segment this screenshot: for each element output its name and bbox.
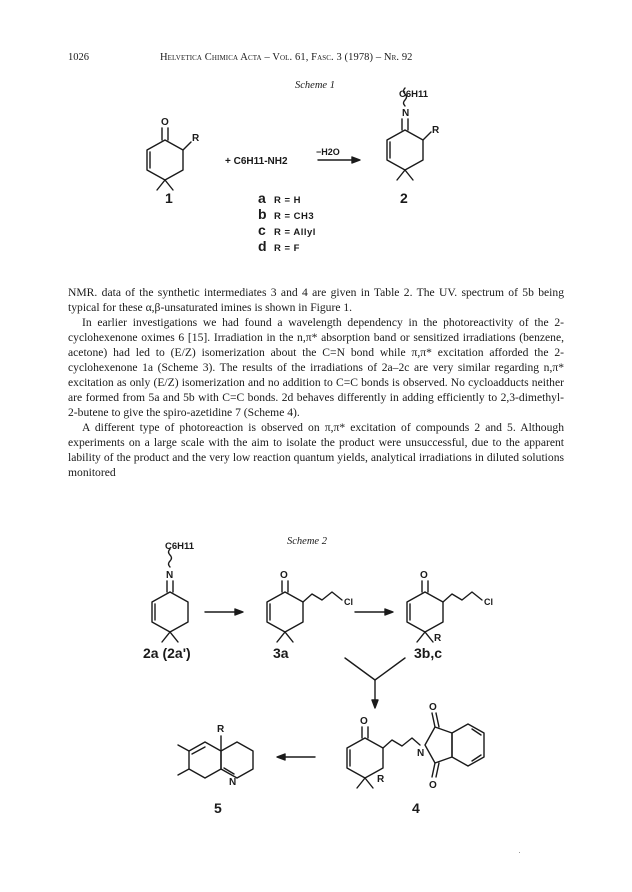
paragraph: In earlier investigations we had found a wavelength dependency in the photoreactivity of the 2-cyclohexenone oximes 6 [15]. Irradiation in the n,π* absorption band or sensitized irradiations (benzene, acetone) had led to (E/Z) isomerization about the C=N bond while π,π* excitation afforded the 2-cyclohexenone 1a (Scheme 3). The results of the irradiations of 2a–2c are very similar regarding n,π* excitation as only (E/Z) isomerization and no addition to C=C bonds is observed. No cycloadducts neither are formed from 5a and 5b with C=C bonds. 2d behaves differently in adding efficiently to 2,3-dimethyl-2-butene to give the spiro-azetidine 7 (Scheme 4). bbox=[68, 316, 564, 419]
oxygen-label: O bbox=[280, 570, 288, 581]
nitrogen-label: N bbox=[402, 108, 410, 119]
substituent-label: R bbox=[192, 133, 200, 144]
scheme-2-label: Scheme 2 bbox=[287, 536, 327, 547]
oxygen-label: O bbox=[429, 702, 437, 713]
nitrogen-label: N bbox=[229, 777, 237, 788]
compound-3bc-number: 3b,c bbox=[414, 645, 443, 661]
compound-5-number: 5 bbox=[214, 800, 222, 816]
oxygen-label: O bbox=[360, 716, 368, 727]
paragraph: NMR. data of the synthetic intermediates 3 and 4 are given in Table 2. The UV. spectrum of 5b being typical for these α,β-unsaturated imines is shown in Figure 1. bbox=[68, 286, 564, 314]
substituent-label: R bbox=[377, 774, 385, 785]
cyclohexyl-label: C6H11 bbox=[399, 89, 429, 100]
substituent-row: c R = Allyl bbox=[258, 222, 316, 238]
compound-2a-number: 2a (2a') bbox=[143, 645, 191, 661]
compound-2-number: 2 bbox=[400, 190, 408, 206]
oxygen-label: O bbox=[420, 570, 428, 581]
arrow-label-water: −H2O bbox=[316, 147, 340, 157]
substituent-row: b R = CH3 bbox=[258, 206, 315, 222]
scan-speck bbox=[519, 852, 520, 853]
reagent-amine: + C6H11-NH2 bbox=[225, 156, 288, 167]
substituent-label: R bbox=[217, 724, 225, 735]
scheme-1-label: Scheme 1 bbox=[295, 80, 335, 91]
chlorine-label: Cl bbox=[344, 597, 353, 607]
page-number: 1026 bbox=[68, 52, 89, 63]
nitrogen-label: N bbox=[417, 748, 425, 759]
cyclohexyl-label: C6H11 bbox=[165, 541, 195, 552]
compound-3a-number: 3a bbox=[273, 645, 289, 661]
substituent-row: d R = F bbox=[258, 238, 300, 254]
substituent-label: R bbox=[434, 633, 442, 644]
running-header: Helvetica Chimica Acta – Vol. 61, Fasc. 3 (1978) – Nr. 92 bbox=[160, 52, 413, 63]
oxygen-label: O bbox=[161, 117, 169, 128]
compound-1-number: 1 bbox=[165, 190, 173, 206]
oxygen-label: O bbox=[429, 780, 437, 791]
nitrogen-label: N bbox=[166, 570, 174, 581]
chlorine-label: Cl bbox=[484, 597, 493, 607]
paragraph: A different type of photoreaction is observed on π,π* excitation of compounds 2 and 5. Although experiments on a large scale with the aim to isolate the product were unsuccessful, due to the apparent lability of the product and the very low reaction quantum yields, analytical irradiations in diluted solutions monitored bbox=[68, 421, 564, 479]
compound-4-number: 4 bbox=[412, 800, 420, 816]
substituent-row: a R = H bbox=[258, 190, 302, 206]
substituent-label: R bbox=[432, 125, 440, 136]
